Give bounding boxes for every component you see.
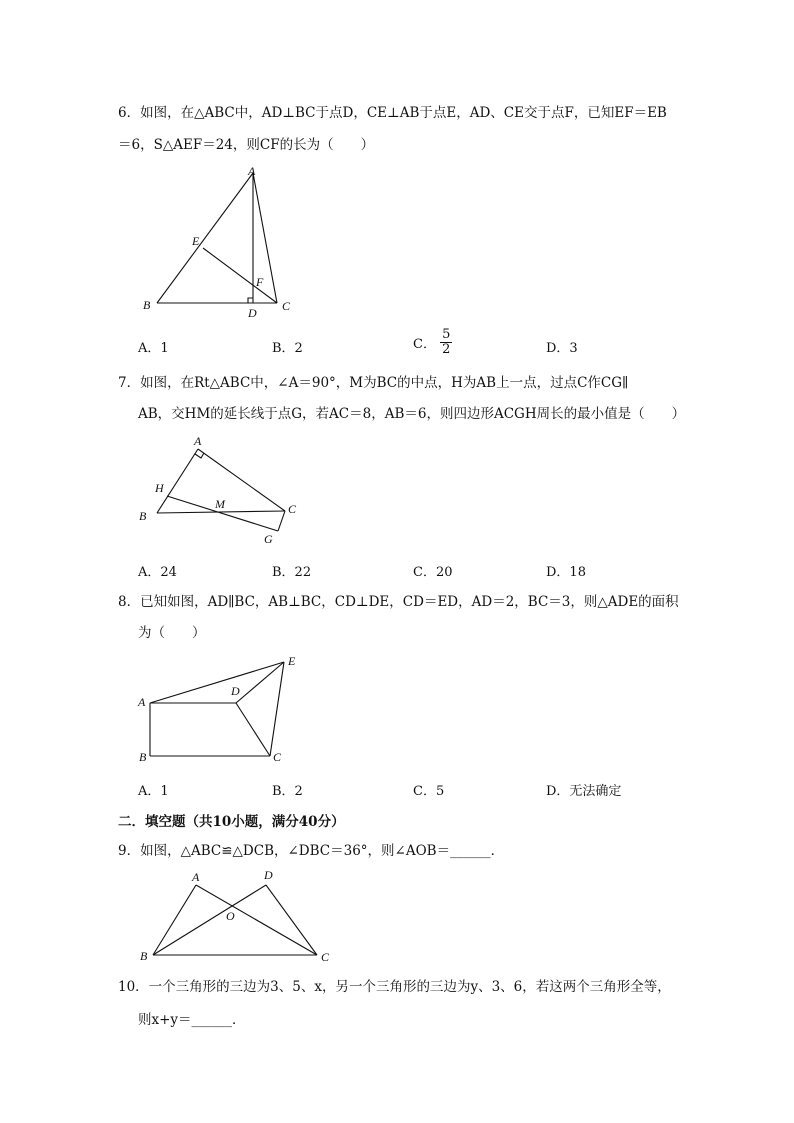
q6-label-d: D <box>248 306 257 320</box>
q9-label-d: D <box>264 868 273 882</box>
q9-text-line1: 9．如图，△ABC≌△DCB，∠DBC＝36°，则∠AOB＝______． <box>118 843 505 859</box>
q6-text-line2: ＝6，S△AEF＝24，则CF的长为（ ） <box>118 137 375 153</box>
section-heading-fill-blank: 二．填空题（共10小题，满分40分） <box>118 814 345 830</box>
q6-label-a: A <box>248 164 256 178</box>
q7-text-line1: 7．如图，在Rt△ABC中，∠A＝90°，M为BC的中点，H为AB上一点，过点C作CG∥ <box>118 375 629 391</box>
q6-option-d[interactable]: D．3 <box>546 341 578 356</box>
q8-label-c: C <box>273 750 282 764</box>
q7-label-a: A <box>194 434 202 448</box>
q6-option-c-prefix: C． <box>413 337 436 352</box>
q7-label-b: B <box>139 509 147 523</box>
q8-label-b: B <box>139 750 147 764</box>
q9-label-o: O <box>226 909 235 923</box>
q8-label-e: E <box>288 654 296 668</box>
q8-text-line1: 8．已知如图，AD∥BC，AB⊥BC，CD⊥DE，CD＝ED，AD＝2，BC＝3，则△ADE的面积 <box>118 594 679 610</box>
q8-label-a: A <box>138 695 146 709</box>
q6-option-a[interactable]: A．1 <box>138 341 169 356</box>
q7-text-line2: AB，交HM的延长线于点G，若AC＝8，AB＝6，则四边形ACGH周长的最小值是（ ） <box>138 406 686 422</box>
q10-text-line1: 10．一个三角形的三边为3、5、x，另一个三角形的三边为y、3、6，若这两个三角形全等， <box>118 979 671 995</box>
q9-segment-ac <box>196 885 317 955</box>
q8-text-line2: 为（ ） <box>138 625 206 641</box>
q6-label-b: B <box>143 298 151 312</box>
q6-option-c-denominator: 2 <box>442 342 451 357</box>
q7-label-c: C <box>288 502 297 516</box>
q7-label-m: M <box>215 497 225 511</box>
q7-option-a[interactable]: A．24 <box>138 565 177 580</box>
q8-option-b[interactable]: B．2 <box>272 784 303 799</box>
q7-option-d[interactable]: D．18 <box>546 565 586 580</box>
q6-label-e: E <box>192 234 200 248</box>
q6-option-c-numerator: 5 <box>442 327 451 342</box>
q8-label-d: D <box>231 684 240 698</box>
q7-label-h: H <box>155 481 164 495</box>
q8-option-d[interactable]: D．无法确定 <box>546 784 622 799</box>
q8-option-a[interactable]: A．1 <box>138 784 169 799</box>
q7-option-c[interactable]: C．20 <box>413 565 453 580</box>
q9-label-b: B <box>140 949 148 963</box>
q6-text-line1: 6．如图，在△ABC中，AD⊥BC于点D，CE⊥AB于点E，AD、CE交于点F，已知EF＝EB <box>118 105 667 121</box>
q10-text-line2: 则x+y＝______． <box>138 1012 246 1028</box>
q8-option-c[interactable]: C．5 <box>413 784 445 799</box>
q9-label-c: C <box>321 950 330 964</box>
q7-label-g: G <box>264 532 273 546</box>
q9-segment-db <box>153 885 266 955</box>
q9-label-a: A <box>192 870 200 884</box>
q9-segment-ab <box>153 885 196 955</box>
q7-option-b[interactable]: B．22 <box>272 565 312 580</box>
q6-label-f: F <box>256 275 264 289</box>
q6-option-b[interactable]: B．2 <box>272 341 303 356</box>
q9-segment-dc <box>266 885 317 955</box>
q6-label-c: C <box>282 299 291 313</box>
